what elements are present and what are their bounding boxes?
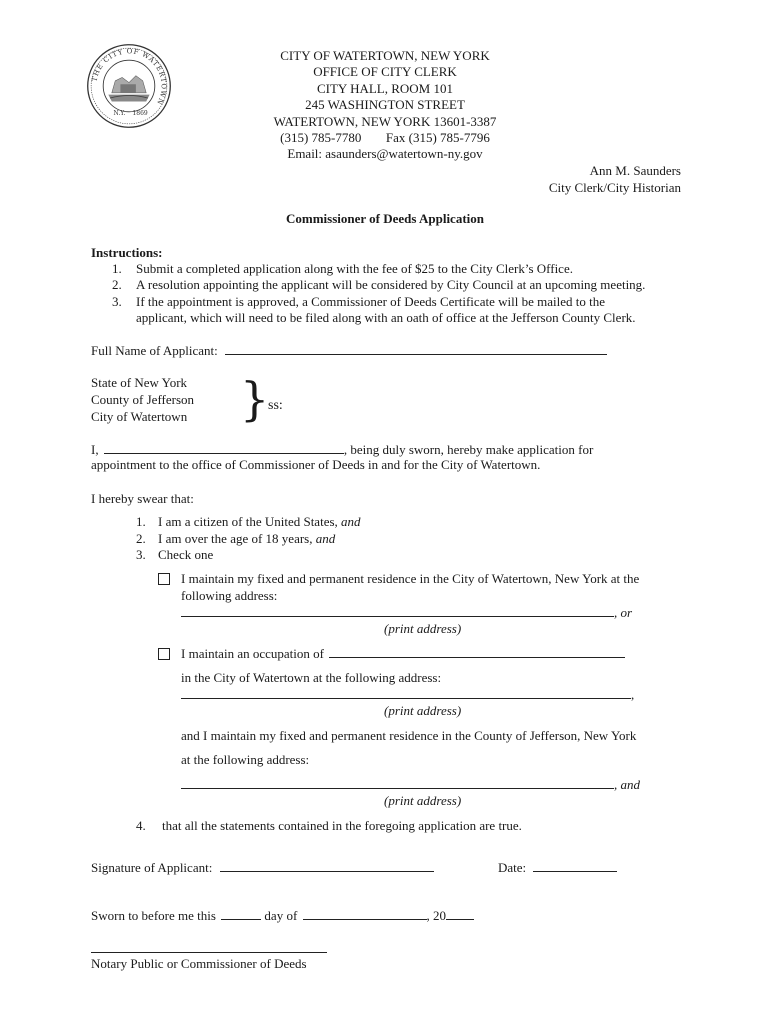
swear-number: 1. [136,514,146,529]
swear-item-text: Check one [158,547,214,562]
option1-line2: following address: [181,588,278,603]
application-prefix: I, [91,442,99,457]
option2-tail2: , and [614,777,640,792]
county-address-field[interactable] [181,776,614,789]
sworn-row [91,907,474,924]
option2-line2: in the City of Watertown at the following address: [181,670,442,685]
occupation-address-field[interactable] [181,686,631,699]
occupation-checkbox[interactable] [158,648,170,660]
swear-number: 2. [136,531,146,546]
swear-number: 4. [136,818,146,833]
signature-row [91,859,434,876]
swear-item [158,514,361,530]
occupation-label: I maintain an occupation of [181,646,324,661]
option2-line3: and I maintain my fixed and permanent residence in the County of Jefferson, New York [181,728,637,743]
venue-state: State of New York [91,375,188,390]
venue-ss: ss: [268,398,283,413]
sworn-text-a: Sworn to before me this [91,908,216,923]
date-label: Date: [498,860,527,875]
instruction-text-continued: applicant, which will need to be filed along with an oath of office at the Jefferson County Clerk. [136,310,636,325]
sworn-day-field[interactable] [221,907,261,920]
swear-heading: I hereby swear that: [91,491,194,506]
notary-signature-line[interactable] [91,940,327,953]
letterhead-line: 245 WASHINGTON STREET [305,97,465,113]
date-field[interactable] [533,859,617,872]
sworn-year-field[interactable] [446,907,474,920]
signature-field[interactable] [220,859,434,872]
date-row [498,859,617,876]
full-name-label: Full Name of Applicant: [91,343,218,358]
fax-number: Fax (315) 785-7796 [385,130,490,146]
venue-city: City of Watertown [91,409,188,424]
clerk-name: Ann M. Saunders [589,163,681,178]
application-line [91,441,593,458]
letterhead-line: OFFICE OF CITY CLERK [313,64,457,80]
full-name-row [91,342,607,359]
seal-lower-text: N.Y. [113,110,126,118]
notary-label: Notary Public or Commissioner of Deeds [91,956,307,971]
full-name-field[interactable] [225,342,607,355]
instruction-text: A resolution appointing the applicant will be considered by City Council at an upcoming meeting. [136,277,646,292]
residence-address-field[interactable] [181,604,614,617]
option2-address-row [181,686,634,703]
letterhead-phone-fax [200,130,570,146]
instruction-text: Submit a completed application along with the fee of $25 to the City Clerk’s Office. [136,261,573,276]
instruction-text: If the appointment is approved, a Commissioner of Deeds Certificate will be mailed to the [136,294,605,309]
swear-item-text: I am over the age of 18 years, [158,531,313,546]
print-address-hint: (print address) [384,703,462,718]
form-title: Commissioner of Deeds Application [285,211,484,226]
phone-number: (315) 785-7780 [280,130,362,146]
swear-item-text: I am a citizen of the United States, [158,514,338,529]
letterhead [200,48,570,163]
option2-line4: at the following address: [181,752,310,767]
swear-number: 3. [136,547,146,562]
sworn-text-b: day of [264,908,298,923]
option1-address-row [181,604,632,621]
print-address-hint: (print address) [384,793,462,808]
option2-tail: , [631,687,635,702]
applicant-name-field[interactable] [104,441,344,454]
occupation-field[interactable] [329,645,625,658]
letterhead-line: CITY OF WATERTOWN, NEW YORK [280,48,490,63]
swear-item [158,531,335,547]
clerk-title: City Clerk/City Historian [548,180,681,195]
letterhead-line: WATERTOWN, NEW YORK 13601-3387 [273,113,497,129]
option2-line1 [181,645,625,662]
option1-line1: I maintain my fixed and permanent residence in the City of Watertown, New York at the [181,571,640,586]
application-line-2: appointment to the office of Commissioner of Deeds in and for the City of Watertown. [91,457,541,472]
swear-item-tail: and [315,531,336,546]
instruction-number: 1. [112,261,122,276]
email-address: Email: asaunders@watertown-ny.gov [287,146,483,162]
county-address-row [181,776,640,793]
application-suffix: , being duly sworn, hereby make application for [343,442,594,457]
sworn-month-field[interactable] [303,907,427,920]
instruction-number: 3. [112,294,122,309]
sworn-text-c: , 20 [426,908,447,923]
seal-year: 1869 [132,110,148,118]
instructions-heading: Instructions: [91,245,163,260]
venue-county: County of Jefferson [91,392,195,407]
letterhead-line: CITY HALL, ROOM 101 [316,80,453,96]
signature-label: Signature of Applicant: [91,860,213,875]
seal-ring-text: THE CITY OF WATERTOWN [90,47,168,107]
swear-item-text: that all the statements contained in the foregoing application are true. [162,818,522,833]
venue-brace: } [240,372,270,426]
city-seal [86,43,172,129]
residence-checkbox[interactable] [158,573,170,585]
clerk-signature-block [549,162,681,196]
print-address-hint: (print address) [384,621,462,636]
option1-tail: , or [614,605,633,620]
venue-block [91,374,194,425]
swear-item-tail: and [341,514,361,529]
instruction-number: 2. [112,277,122,292]
